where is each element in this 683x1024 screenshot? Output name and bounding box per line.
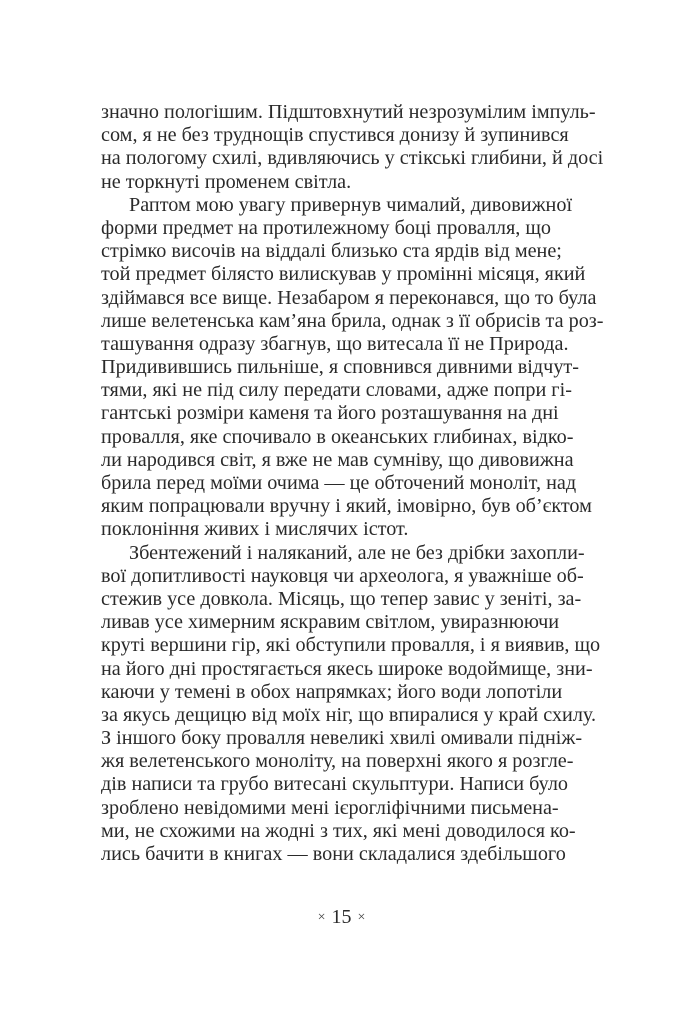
text-line: ташування одразу збагнув, що витесала її не Природа. [101, 332, 569, 355]
text-line: круті вершини гір, які обступили провалля, і я виявив, що [101, 634, 601, 657]
page-number-value: 15 [331, 906, 352, 928]
text-line: зроблено невідомими мені ієрогліфічними письмена- [101, 796, 559, 819]
ornament-icon: × [357, 910, 366, 925]
text-line: значно пологішим. Підштовхнутий незрозумілим імпуль- [101, 101, 596, 123]
text-line: гантські розміри каменя та його розташування на дні [101, 402, 559, 425]
paragraph-3 [101, 541, 601, 867]
page-number [0, 906, 683, 929]
text-line: за якусь дещицю від моїх ніг, що впиралися у край схилу. [101, 703, 597, 726]
text-line: не торкнуті променем світла. [101, 170, 352, 193]
text-line: ми, не схожими на жодні з тих, які мені доводилося ко- [101, 819, 576, 842]
text-line: стежив усе довкола. Місяць, що тепер завис у зеніті, за- [101, 587, 582, 610]
text-line: дів написи та грубо витесані скульптури. Написи було [101, 773, 569, 796]
text-line: провалля, яке спочивало в океанських глибинах, відко- [101, 425, 574, 448]
text-line: сом, я не без труднощів спустився донизу й зупинився [101, 124, 569, 147]
ornament-icon: × [317, 910, 326, 925]
text-line: тями, які не під силу передати словами, адже попри гі- [101, 379, 572, 402]
text-line: Збентежений і наляканий, але не без дрібки захопли- [129, 541, 585, 564]
text-line: той предмет білясто вилискував у промінні місяця, який [101, 263, 586, 286]
text-line: ливав усе химерним яскравим світлом, увиразнюючи [101, 611, 560, 634]
text-line: поклоніння живих і мислячих істот. [101, 518, 409, 541]
text-line: Раптом мою увагу привернув чималий, дивовижної [129, 193, 573, 216]
text-line: стрімко височів на віддалі близько ста ярдів від мене; [101, 240, 562, 263]
text-line: на пологому схилі, вдивляючись у стікські глибини, й досі [101, 147, 604, 170]
text-line: Придивившись пильніше, я сповнився дивними відчут- [101, 356, 579, 379]
text-line: брила перед моїми очима — це обточений моноліт, над [101, 472, 577, 494]
text-line: жя велетенського моноліту, на поверхні якого я розгле- [101, 750, 574, 773]
text-line: каючи у темені в обох напрямках; його води лопотіли [101, 680, 563, 703]
paragraph-1 [101, 101, 604, 194]
text-line: яким попрацювали вручну і який, імовірно, був об’єктом [101, 495, 592, 518]
text-line: лише велетенська кам’яна брила, однак з її обрисів та роз- [101, 309, 604, 332]
text-line: ли народився світ, я вже не мав сумніву, що дивовижна [101, 448, 574, 471]
page-body [101, 101, 604, 866]
text-line: вої допитливості науковця чи археолога, я уважніше об- [101, 564, 584, 587]
text-line: лись бачити в книгах — вони складалися здебільшого [101, 843, 566, 865]
text-line: З іншого боку провалля невеликі хвилі омивали підніж- [101, 727, 583, 750]
text-line: здіймався все вище. Незабаром я переконався, що то була [101, 286, 597, 309]
text-line: на його дні простягається якесь широке водоймище, зни- [101, 657, 593, 680]
text-line: форми предмет на протилежному боці провалля, що [101, 216, 552, 239]
paragraph-2 [101, 193, 604, 542]
